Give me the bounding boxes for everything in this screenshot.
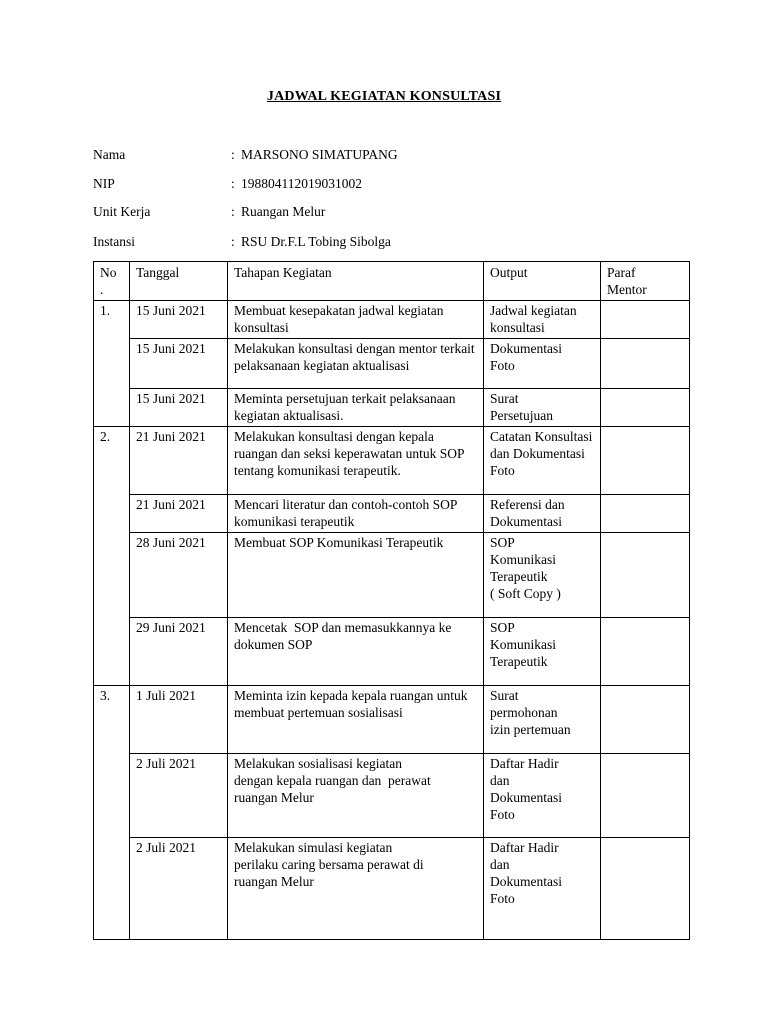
table-row xyxy=(94,754,690,838)
field-unit-kerja xyxy=(93,203,693,221)
field-label: Nama xyxy=(93,147,126,162)
cell-tahapan: Melakukan konsultasi dengan mentor terkait pelaksanaan kegiatan aktualisasi xyxy=(228,339,484,389)
table-row xyxy=(94,339,690,389)
table-row xyxy=(94,618,690,686)
cell-output: Surat Persetujuan xyxy=(484,389,601,427)
cell-output: SOP Komunikasi Terapeutik xyxy=(484,618,601,686)
row-number: 1. xyxy=(94,301,130,427)
cell-output: Daftar Hadir dan Dokumentasi Foto xyxy=(484,838,601,940)
header-tahapan: Tahapan Kegiatan xyxy=(228,262,484,301)
cell-paraf xyxy=(601,301,690,339)
cell-paraf xyxy=(601,389,690,427)
table-row xyxy=(94,389,690,427)
cell-tanggal: 28 Juni 2021 xyxy=(130,533,228,618)
table-row xyxy=(94,427,690,495)
field-separator: : xyxy=(231,147,235,162)
cell-paraf xyxy=(601,686,690,754)
cell-paraf xyxy=(601,339,690,389)
cell-tahapan: Meminta persetujuan terkait pelaksanaan kegiatan aktualisasi. xyxy=(228,389,484,427)
cell-output: Catatan Konsultasi dan Dokumentasi Foto xyxy=(484,427,601,495)
field-nip xyxy=(93,175,693,193)
field-value: RSU Dr.F.L Tobing Sibolga xyxy=(241,234,391,249)
cell-output: Surat permohonan izin pertemuan xyxy=(484,686,601,754)
field-nama xyxy=(93,146,693,164)
field-separator: : xyxy=(231,204,235,219)
cell-tanggal: 15 Juni 2021 xyxy=(130,389,228,427)
field-label: Unit Kerja xyxy=(93,204,151,219)
cell-tahapan: Membuat SOP Komunikasi Terapeutik xyxy=(228,533,484,618)
field-separator: : xyxy=(231,176,235,191)
cell-paraf xyxy=(601,495,690,533)
cell-output: Daftar Hadir dan Dokumentasi Foto xyxy=(484,754,601,838)
row-number: 2. xyxy=(94,427,130,686)
cell-paraf xyxy=(601,533,690,618)
table-row xyxy=(94,533,690,618)
cell-tanggal: 15 Juni 2021 xyxy=(130,339,228,389)
header-no: No . xyxy=(94,262,130,301)
cell-paraf xyxy=(601,838,690,940)
cell-paraf xyxy=(601,427,690,495)
header-paraf: Paraf Mentor xyxy=(601,262,690,301)
header-output: Output xyxy=(484,262,601,301)
cell-paraf xyxy=(601,754,690,838)
cell-output: SOP Komunikasi Terapeutik ( Soft Copy ) xyxy=(484,533,601,618)
cell-tanggal: 15 Juni 2021 xyxy=(130,301,228,339)
field-label: Instansi xyxy=(93,234,135,249)
field-label: NIP xyxy=(93,176,115,191)
table-row xyxy=(94,301,690,339)
row-number: 3. xyxy=(94,686,130,940)
table-row xyxy=(94,838,690,940)
cell-tahapan: Melakukan simulasi kegiatan perilaku caring bersama perawat di ruangan Melur xyxy=(228,838,484,940)
table-row xyxy=(94,495,690,533)
cell-tahapan: Meminta izin kepada kepala ruangan untuk membuat pertemuan sosialisasi xyxy=(228,686,484,754)
cell-tanggal: 21 Juni 2021 xyxy=(130,427,228,495)
schedule-table xyxy=(93,261,690,940)
cell-tahapan: Mencari literatur dan contoh-contoh SOP komunikasi terapeutik xyxy=(228,495,484,533)
table-header-row xyxy=(94,262,690,301)
cell-tanggal: 1 Juli 2021 xyxy=(130,686,228,754)
field-separator: : xyxy=(231,234,235,249)
document-title: JADWAL KEGIATAN KONSULTASI xyxy=(266,89,502,104)
cell-tahapan: Melakukan sosialisasi kegiatan dengan kepala ruangan dan perawat ruangan Melur xyxy=(228,754,484,838)
cell-tanggal: 21 Juni 2021 xyxy=(130,495,228,533)
cell-tanggal: 29 Juni 2021 xyxy=(130,618,228,686)
header-tanggal: Tanggal xyxy=(130,262,228,301)
cell-tahapan: Membuat kesepakatan jadwal kegiatan konsultasi xyxy=(228,301,484,339)
cell-output: Jadwal kegiatan konsultasi xyxy=(484,301,601,339)
field-value: Ruangan Melur xyxy=(241,204,326,219)
cell-tanggal: 2 Juli 2021 xyxy=(130,754,228,838)
cell-output: Dokumentasi Foto xyxy=(484,339,601,389)
cell-tanggal: 2 Juli 2021 xyxy=(130,838,228,940)
field-instansi xyxy=(93,233,693,251)
cell-tahapan: Mencetak SOP dan memasukkannya ke dokumen SOP xyxy=(228,618,484,686)
field-value: 198804112019031002 xyxy=(241,176,362,191)
cell-output: Referensi dan Dokumentasi xyxy=(484,495,601,533)
field-value: MARSONO SIMATUPANG xyxy=(241,147,398,162)
cell-tahapan: Melakukan konsultasi dengan kepala ruangan dan seksi keperawatan untuk SOP tentang komunikasi terapeutik. xyxy=(228,427,484,495)
table-row xyxy=(94,686,690,754)
cell-paraf xyxy=(601,618,690,686)
